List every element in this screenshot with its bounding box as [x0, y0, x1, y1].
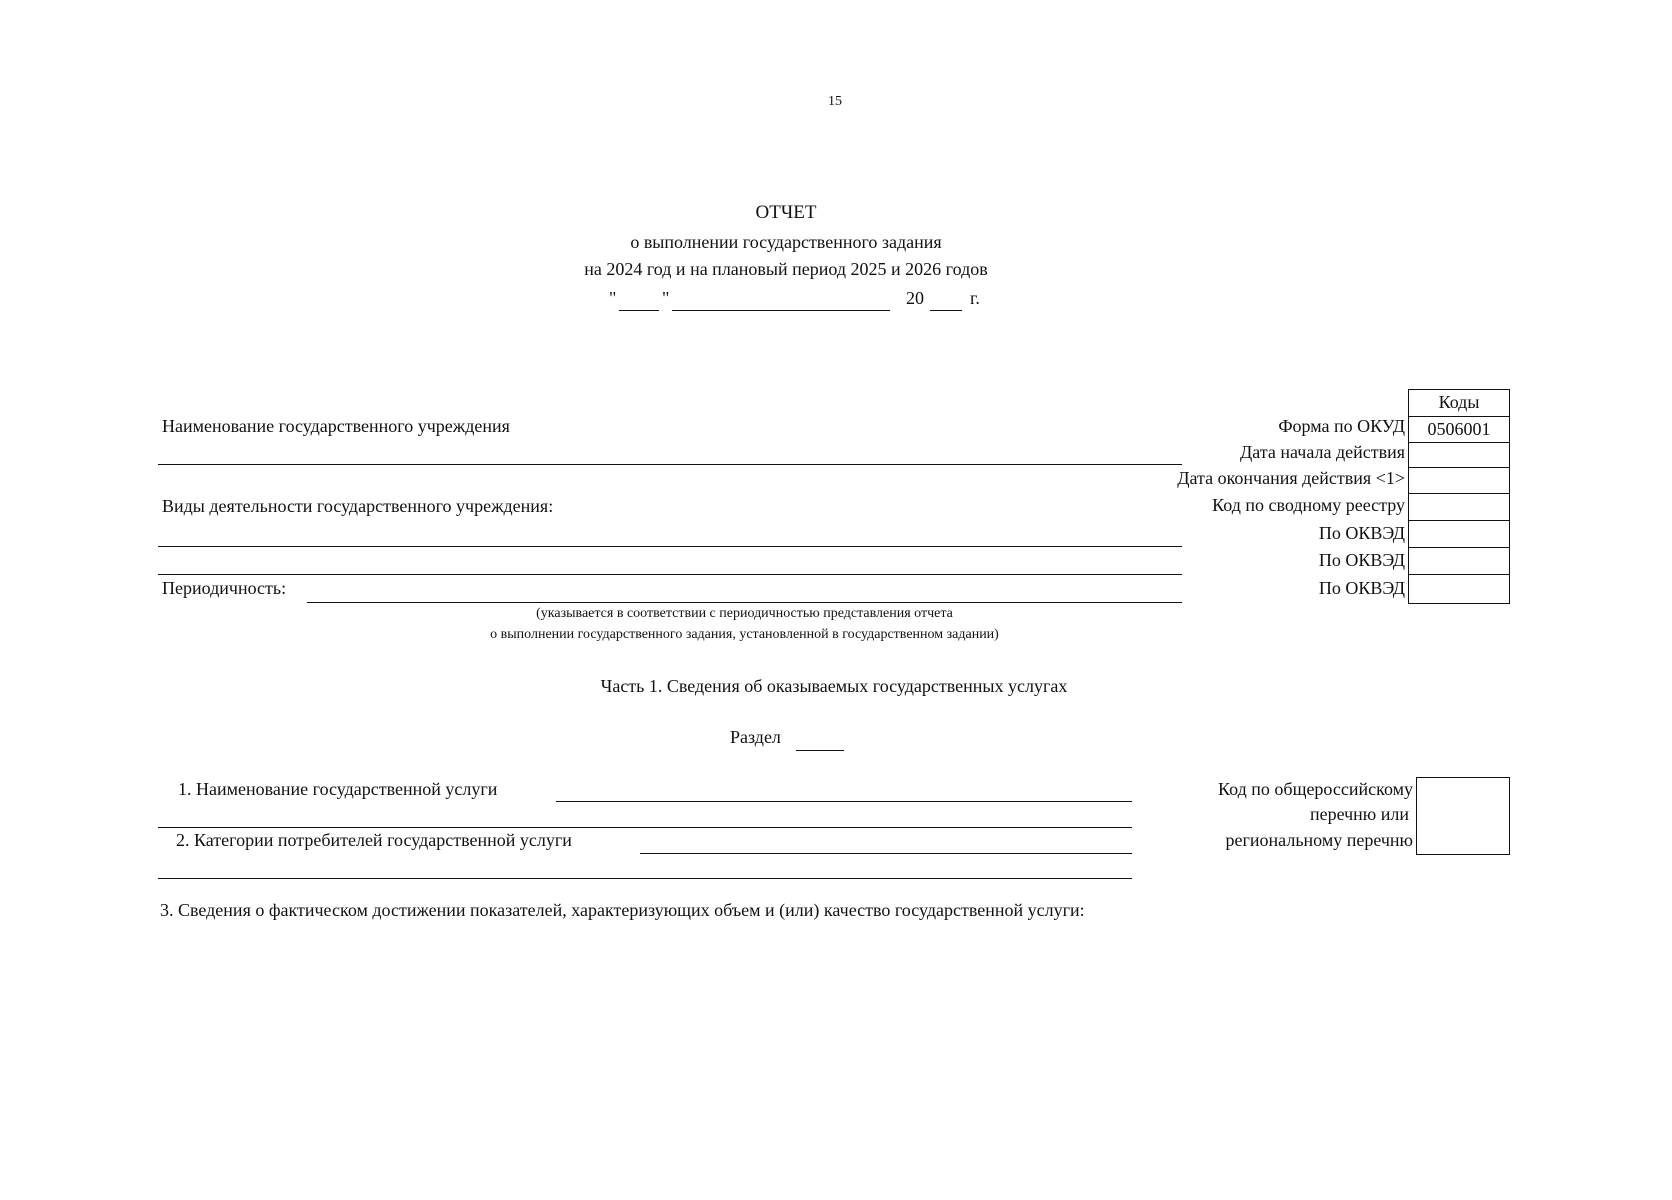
date-quote-open: "	[609, 288, 617, 308]
part1-title: Часть 1. Сведения об оказываемых государственных услугах	[600, 676, 1068, 696]
periodicity-note-1: (указывается в соответствии с периодичностью представления отчета	[536, 606, 953, 621]
codes-label-okud: Форма по ОКУД	[1278, 416, 1405, 436]
activities-label: Виды деятельности государственного учреждения:	[162, 496, 554, 516]
consumer-categories-field[interactable]	[640, 853, 1132, 854]
date-year-blank[interactable]	[930, 310, 962, 311]
codes-label-okved-2: По ОКВЭД	[1318, 550, 1405, 570]
section-label: Раздел	[730, 727, 781, 747]
codes-value-okved-2[interactable]	[1408, 547, 1510, 575]
date-year-prefix: 20	[906, 288, 924, 308]
codes-label-okved-1: По ОКВЭД	[1318, 523, 1405, 543]
page-number: 15	[828, 94, 842, 109]
report-subtitle-1: о выполнении государственного задания	[630, 232, 942, 252]
codes-label-okved-3: По ОКВЭД	[1318, 578, 1405, 598]
codes-label-registry: Код по сводному реестру	[1212, 495, 1405, 515]
periodicity-field[interactable]	[307, 602, 1182, 603]
codes-value-end-date[interactable]	[1408, 467, 1510, 494]
consumer-categories-label: 2. Категории потребителей государственной услуги	[176, 830, 572, 850]
periodicity-note-2: о выполнении государственного задания, установленной в государственном задании)	[490, 627, 999, 642]
date-quote-close: "	[662, 288, 670, 308]
service-code-box[interactable]	[1416, 777, 1510, 855]
section-number-field[interactable]	[796, 750, 844, 751]
codes-label-start-date: Дата начала действия	[1240, 442, 1405, 462]
service-code-label-1: Код по общероссийскому	[1218, 779, 1413, 799]
consumer-categories-field-2[interactable]	[158, 878, 1132, 879]
date-month-blank[interactable]	[672, 310, 890, 311]
codes-value-okved-1[interactable]	[1408, 520, 1510, 548]
date-day-blank[interactable]	[619, 310, 659, 311]
codes-label-end-date: Дата окончания действия <1>	[1177, 468, 1405, 488]
institution-name-field[interactable]	[158, 464, 1182, 465]
service-name-label: 1. Наименование государственной услуги	[178, 779, 498, 799]
codes-value-okved-3[interactable]	[1408, 574, 1510, 604]
report-title: ОТЧЕТ	[755, 202, 817, 223]
service-code-label-2: перечню или	[1309, 804, 1409, 824]
codes-value-start-date[interactable]	[1408, 442, 1510, 468]
codes-value-registry[interactable]	[1408, 493, 1510, 521]
codes-header: Коды	[1408, 389, 1510, 417]
indicators-heading: 3. Сведения о фактическом достижении показателей, характеризующих объем и (или) качество государственной услуги:	[160, 900, 1085, 920]
periodicity-label: Периодичность:	[162, 578, 287, 598]
activities-field-1[interactable]	[158, 546, 1182, 547]
report-subtitle-2: на 2024 год и на плановый период 2025 и 2026 годов	[584, 259, 988, 279]
codes-value-okud[interactable]: 0506001	[1408, 416, 1510, 443]
service-code-label-3: региональному перечню	[1225, 830, 1413, 850]
service-name-field-2[interactable]	[158, 827, 1132, 828]
activities-field-2[interactable]	[158, 574, 1182, 575]
service-name-field[interactable]	[556, 801, 1132, 802]
date-suffix: г.	[970, 288, 980, 308]
institution-name-label: Наименование государственного учреждения	[162, 416, 510, 436]
